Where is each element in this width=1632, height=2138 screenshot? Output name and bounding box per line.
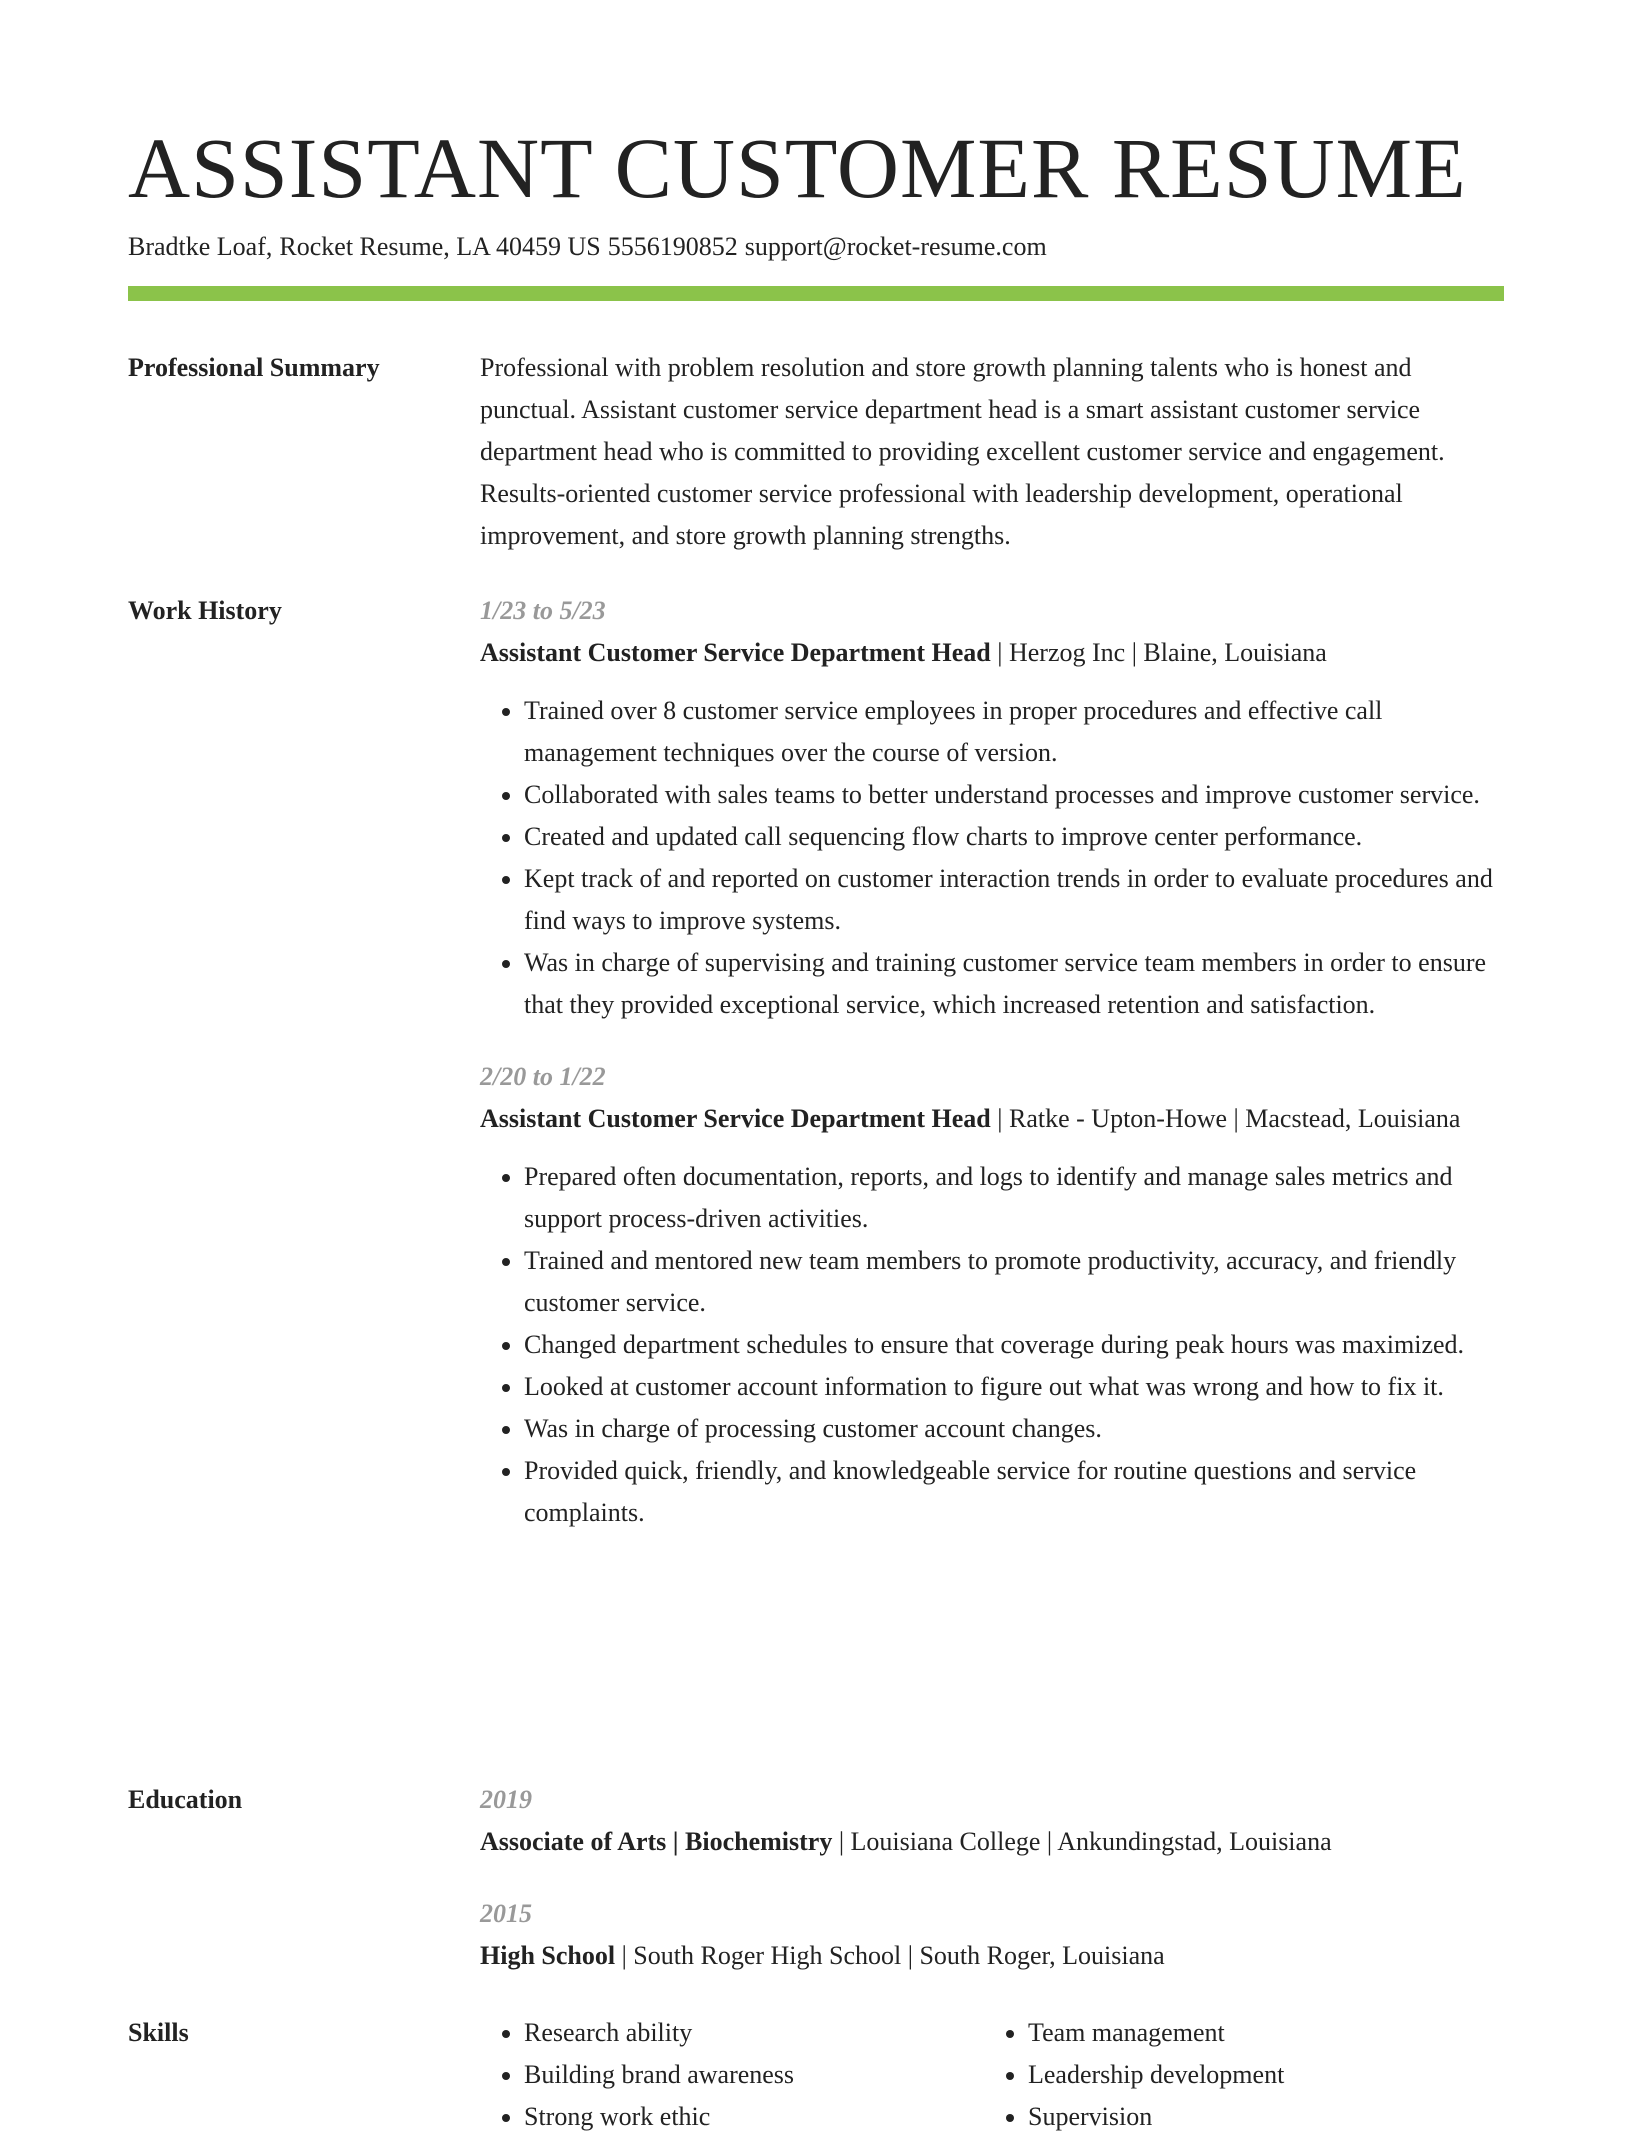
job-bullets bbox=[480, 690, 1504, 1026]
job-bullet: • Trained and mentored new team members to promote productivity, accuracy, and friendly customer service. bbox=[524, 1240, 1504, 1324]
education-year: 2015 bbox=[480, 1899, 532, 1928]
job-dates: 2/20 to 1/22 bbox=[480, 1062, 606, 1091]
education-degree: Associate of Arts | Biochemistry bbox=[480, 1827, 833, 1856]
education-year: 2019 bbox=[480, 1785, 532, 1814]
job-role: Assistant Customer Service Department Head bbox=[480, 1104, 991, 1133]
education-line bbox=[480, 1821, 1504, 1863]
job-title-line bbox=[480, 1098, 1504, 1140]
skill-item: • Supervision bbox=[1028, 2096, 1488, 2138]
education-details: | South Roger High School | South Roger, Louisiana bbox=[615, 1941, 1165, 1970]
job-bullet: • Provided quick, friendly, and knowledgeable service for routine questions and service complaints. bbox=[524, 1450, 1504, 1534]
resume-header bbox=[128, 118, 1504, 264]
work-history-body bbox=[480, 590, 1504, 1534]
education-degree: High School bbox=[480, 1941, 616, 1970]
education-heading: Education bbox=[128, 1785, 243, 1814]
job-bullet: • Was in charge of supervising and training customer service team members in order to ensure that they provided exceptional service, which increased retention and satisfaction. bbox=[524, 942, 1504, 1026]
skills-list-left bbox=[480, 2012, 984, 2138]
job-dates: 1/23 to 5/23 bbox=[480, 596, 606, 625]
skill-item: • Team management bbox=[1028, 2012, 1488, 2054]
education-entry bbox=[480, 1779, 1504, 1863]
job-entry bbox=[480, 590, 1504, 1026]
job-details: | Ratke - Upton-Howe | Macstead, Louisiana bbox=[990, 1104, 1461, 1133]
job-role: Assistant Customer Service Department Head bbox=[480, 638, 991, 667]
contact-phone: 5556190852 bbox=[607, 232, 738, 261]
job-title-line bbox=[480, 632, 1504, 674]
contact-address: Rocket Resume, LA 40459 US bbox=[279, 232, 601, 261]
skill-item: • Building brand awareness bbox=[524, 2054, 984, 2096]
contact-email: support@rocket-resume.com bbox=[744, 232, 1047, 261]
job-bullets bbox=[480, 1156, 1504, 1534]
skills-heading: Skills bbox=[128, 2018, 189, 2047]
resume-title: ASSISTANT CUSTOMER RESUME bbox=[128, 120, 1467, 216]
skill-item: • Strong work ethic bbox=[524, 2096, 984, 2138]
contact-line bbox=[128, 230, 1504, 264]
education-entry bbox=[480, 1893, 1504, 1977]
job-bullet: • Collaborated with sales teams to better understand processes and improve customer service. bbox=[524, 774, 1504, 816]
job-details: | Herzog Inc | Blaine, Louisiana bbox=[990, 638, 1327, 667]
summary-heading: Professional Summary bbox=[128, 353, 380, 382]
skills-list-right bbox=[984, 2012, 1488, 2138]
header-divider bbox=[128, 286, 1504, 301]
education-body bbox=[480, 1779, 1504, 1977]
skills-columns bbox=[480, 2012, 1504, 2138]
job-bullet: • Kept track of and reported on customer interaction trends in order to evaluate procedures and find ways to improve systems. bbox=[524, 858, 1504, 942]
summary-body bbox=[480, 347, 1504, 557]
skills-body bbox=[480, 2012, 1504, 2138]
summary-text: Professional with problem resolution and store growth planning talents who is honest and punctual. Assistant customer service department head is a smart assistant customer service department head who is committed to providing excellent customer service and engagement. Results-oriented customer service professional with leadership development, operational improvement, and store growth planning strengths. bbox=[480, 353, 1445, 550]
job-bullet: • Prepared often documentation, reports, and logs to identify and manage sales metrics and support process-driven activities. bbox=[524, 1156, 1504, 1240]
education-line bbox=[480, 1935, 1504, 1977]
contact-name: Bradtke Loaf, bbox=[128, 232, 273, 261]
skill-item: • Leadership development bbox=[1028, 2054, 1488, 2096]
job-bullet: • Looked at customer account information to figure out what was wrong and how to fix it. bbox=[524, 1366, 1504, 1408]
job-entry bbox=[480, 1056, 1504, 1534]
job-bullet: • Was in charge of processing customer account changes. bbox=[524, 1408, 1504, 1450]
job-bullet: • Changed department schedules to ensure that coverage during peak hours was maximized. bbox=[524, 1324, 1504, 1366]
work-history-heading: Work History bbox=[128, 596, 282, 625]
skill-item: • Research ability bbox=[524, 2012, 984, 2054]
job-bullet: • Trained over 8 customer service employees in proper procedures and effective call management techniques over the course of version. bbox=[524, 690, 1504, 774]
job-bullet: • Created and updated call sequencing flow charts to improve center performance. bbox=[524, 816, 1504, 858]
education-details: | Louisiana College | Ankundingstad, Louisiana bbox=[832, 1827, 1332, 1856]
